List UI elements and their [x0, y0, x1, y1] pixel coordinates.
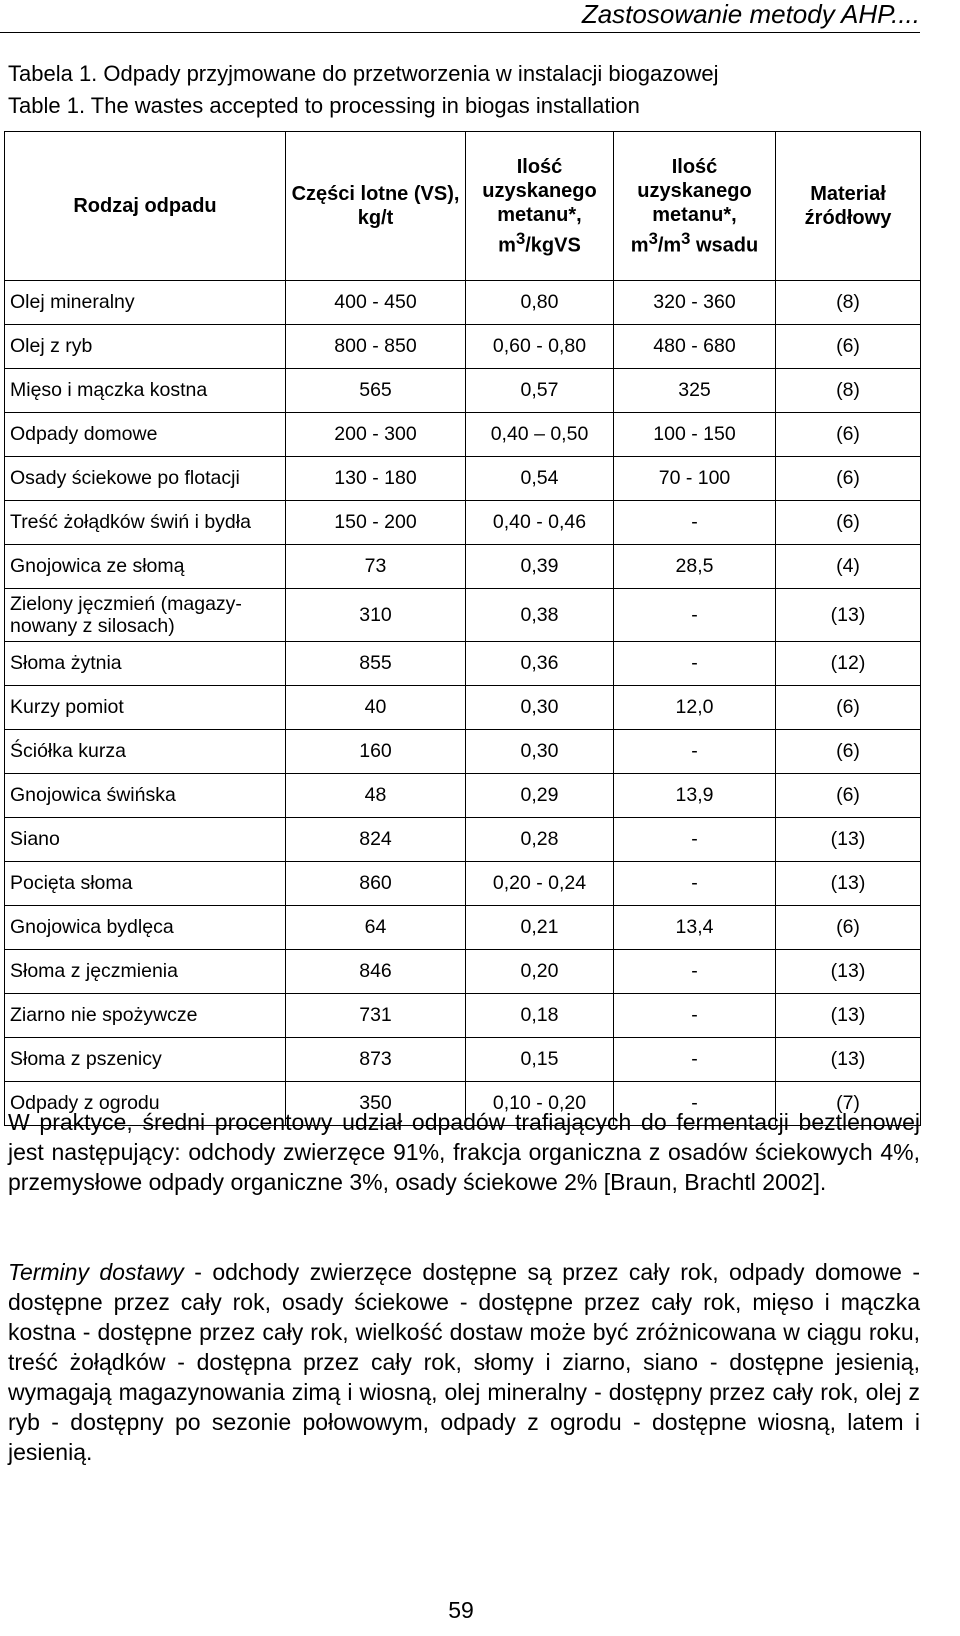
cell-methane-per-vs: 0,10 - 0,20	[466, 1082, 614, 1126]
cell-waste-type: Mięso i mączka kostna	[5, 369, 286, 413]
cell-methane-per-vs: 0,57	[466, 369, 614, 413]
header-source-material: Materiał źródłowy	[776, 132, 921, 281]
cell-volatile-solids: 310	[286, 589, 466, 642]
cell-methane-per-feed: 325	[614, 369, 776, 413]
cell-methane-per-vs: 0,40 - 0,46	[466, 501, 614, 545]
header-volatile-solids: Części lotne (VS), kg/t	[286, 132, 466, 281]
table-row	[5, 994, 921, 1038]
cell-volatile-solids: 150 - 200	[286, 501, 466, 545]
cell-methane-per-feed: 12,0	[614, 686, 776, 730]
cell-volatile-solids: 73	[286, 545, 466, 589]
table-row	[5, 589, 921, 642]
cell-waste-type: Treść żołądków świń i bydła	[5, 501, 286, 545]
cell-source: (6)	[776, 906, 921, 950]
table-row	[5, 369, 921, 413]
cell-volatile-solids: 130 - 180	[286, 457, 466, 501]
cell-methane-per-vs: 0,30	[466, 730, 614, 774]
table-row	[5, 906, 921, 950]
cell-methane-per-vs: 0,54	[466, 457, 614, 501]
cell-volatile-solids: 400 - 450	[286, 281, 466, 325]
cell-methane-per-vs: 0,21	[466, 906, 614, 950]
waste-table	[4, 131, 921, 1126]
cell-methane-per-feed: 13,4	[614, 906, 776, 950]
cell-methane-per-feed: 28,5	[614, 545, 776, 589]
cell-waste-type: Odpady domowe	[5, 413, 286, 457]
page-number: 59	[448, 1597, 474, 1623]
cell-waste-type: Ściółka kurza	[5, 730, 286, 774]
delivery-terms-lead: Terminy dostawy	[8, 1259, 184, 1285]
cell-source: (6)	[776, 413, 921, 457]
table-row	[5, 642, 921, 686]
cell-volatile-solids: 800 - 850	[286, 325, 466, 369]
cell-methane-per-feed: -	[614, 501, 776, 545]
cell-methane-per-vs: 0,38	[466, 589, 614, 642]
cell-volatile-solids: 40	[286, 686, 466, 730]
cell-methane-per-feed: -	[614, 589, 776, 642]
cell-waste-type: Osady ściekowe po flotacji	[5, 457, 286, 501]
table-caption	[8, 58, 719, 122]
cell-methane-per-vs: 0,36	[466, 642, 614, 686]
cell-waste-type: Słoma z pszenicy	[5, 1038, 286, 1082]
caption-english: Table 1. The wastes accepted to processing in biogas installation	[8, 93, 640, 118]
cell-source: (6)	[776, 501, 921, 545]
cell-methane-per-vs: 0,18	[466, 994, 614, 1038]
cell-methane-per-feed: -	[614, 818, 776, 862]
cell-waste-type: Zielony jęczmień (magazy- nowany z silosach)	[5, 589, 286, 642]
cell-source: (13)	[776, 950, 921, 994]
delivery-terms-body: - odchody zwierzęce dostępne są przez cały rok, odpady domowe - dostępne przez cały rok, osady ściekowe - dostępne przez cały rok, mięso i mączka kostna - dostępne przez cały rok, wielkość dostaw może być zróżnicowana w ciągu roku, treść żołądków - dostępna przez cały rok, słomy i ziarno, siano - dostępne jesienią, wymagają magazynowania zimą i wiosną, olej mineralny - dostępny przez cały rok, olej z ryb - dostępny po sezonie połowowym, odpady z ogrodu - dostępne wiosną, latem i jesienią.	[8, 1259, 920, 1465]
cell-source: (8)	[776, 369, 921, 413]
header-waste-type: Rodzaj odpadu	[5, 132, 286, 281]
cell-volatile-solids: 855	[286, 642, 466, 686]
cell-methane-per-vs: 0,28	[466, 818, 614, 862]
cell-source: (13)	[776, 1038, 921, 1082]
body-paragraph-shares: W praktyce, średni procentowy udział odpadów trafiających do fermentacji beztlenowej jest następujący: odchody zwierzęce 91%, frakcja organiczna z osadów ściekowych 4%, przemysłowe odpady organiczne 3%, osady ściekowe 2% [Braun, Brachtl 2002].	[8, 1109, 920, 1195]
table-row	[5, 950, 921, 994]
cell-methane-per-feed: -	[614, 862, 776, 906]
cell-methane-per-feed: 13,9	[614, 774, 776, 818]
cell-volatile-solids: 873	[286, 1038, 466, 1082]
running-title: Zastosowanie metody AHP....	[581, 0, 920, 29]
cell-methane-per-vs: 0,29	[466, 774, 614, 818]
cell-waste-type: Gnojowica świńska	[5, 774, 286, 818]
cell-waste-type: Gnojowica ze słomą	[5, 545, 286, 589]
cell-methane-per-feed: -	[614, 730, 776, 774]
cell-methane-per-feed: -	[614, 1038, 776, 1082]
cell-volatile-solids: 565	[286, 369, 466, 413]
table-header-row	[5, 132, 921, 281]
table-row	[5, 545, 921, 589]
cell-methane-per-feed: 480 - 680	[614, 325, 776, 369]
table-row	[5, 281, 921, 325]
cell-source: (7)	[776, 1082, 921, 1126]
cell-source: (6)	[776, 730, 921, 774]
table-row	[5, 862, 921, 906]
cell-source: (6)	[776, 325, 921, 369]
cell-volatile-solids: 64	[286, 906, 466, 950]
cell-methane-per-feed: -	[614, 1082, 776, 1126]
table-row	[5, 1038, 921, 1082]
caption-polish: Tabela 1. Odpady przyjmowane do przetworzenia w instalacji biogazowej	[8, 61, 719, 86]
cell-volatile-solids: 200 - 300	[286, 413, 466, 457]
table-row	[5, 818, 921, 862]
cell-methane-per-feed: 320 - 360	[614, 281, 776, 325]
cell-volatile-solids: 160	[286, 730, 466, 774]
cell-methane-per-vs: 0,80	[466, 281, 614, 325]
cell-waste-type: Gnojowica bydlęca	[5, 906, 286, 950]
cell-waste-type: Kurzy pomiot	[5, 686, 286, 730]
table-row	[5, 774, 921, 818]
cell-source: (12)	[776, 642, 921, 686]
table-row	[5, 686, 921, 730]
cell-source: (8)	[776, 281, 921, 325]
cell-waste-type: Olej mineralny	[5, 281, 286, 325]
cell-methane-per-vs: 0,20 - 0,24	[466, 862, 614, 906]
cell-methane-per-vs: 0,39	[466, 545, 614, 589]
cell-waste-type: Słoma z jęczmienia	[5, 950, 286, 994]
cell-source: (6)	[776, 774, 921, 818]
cell-volatile-solids: 860	[286, 862, 466, 906]
table-row	[5, 501, 921, 545]
cell-methane-per-vs: 0,60 - 0,80	[466, 325, 614, 369]
cell-volatile-solids: 731	[286, 994, 466, 1038]
cell-methane-per-feed: 100 - 150	[614, 413, 776, 457]
cell-volatile-solids: 48	[286, 774, 466, 818]
header-methane-per-feed: Ilość uzyskanego metanu*, $m^3/m^3$ wsadu	[614, 132, 776, 281]
cell-methane-per-feed: -	[614, 994, 776, 1038]
cell-volatile-solids: 846	[286, 950, 466, 994]
cell-methane-per-feed: -	[614, 950, 776, 994]
cell-source: (13)	[776, 589, 921, 642]
cell-methane-per-vs: 0,30	[466, 686, 614, 730]
cell-methane-per-feed: 70 - 100	[614, 457, 776, 501]
cell-waste-type: Olej z ryb	[5, 325, 286, 369]
running-header	[0, 0, 920, 33]
cell-volatile-solids: 350	[286, 1082, 466, 1126]
cell-waste-type: Pocięta słoma	[5, 862, 286, 906]
cell-methane-per-vs: 0,40 – 0,50	[466, 413, 614, 457]
cell-waste-type: Siano	[5, 818, 286, 862]
table-row	[5, 413, 921, 457]
cell-waste-type: Ziarno nie spożywcze	[5, 994, 286, 1038]
cell-source: (13)	[776, 994, 921, 1038]
cell-methane-per-vs: 0,15	[466, 1038, 614, 1082]
header-methane-per-vs: Ilość uzyskanego metanu*, $m^3$/kgVS	[466, 132, 614, 281]
body-paragraph-delivery-terms	[8, 1257, 920, 1467]
cell-waste-type: Odpady z ogrodu	[5, 1082, 286, 1126]
table-row	[5, 325, 921, 369]
cell-source: (6)	[776, 686, 921, 730]
table-row	[5, 730, 921, 774]
cell-source: (6)	[776, 457, 921, 501]
cell-methane-per-vs: 0,20	[466, 950, 614, 994]
cell-source: (13)	[776, 862, 921, 906]
cell-source: (4)	[776, 545, 921, 589]
table-row	[5, 457, 921, 501]
cell-waste-type: Słoma żytnia	[5, 642, 286, 686]
cell-volatile-solids: 824	[286, 818, 466, 862]
cell-source: (13)	[776, 818, 921, 862]
cell-methane-per-feed: -	[614, 642, 776, 686]
